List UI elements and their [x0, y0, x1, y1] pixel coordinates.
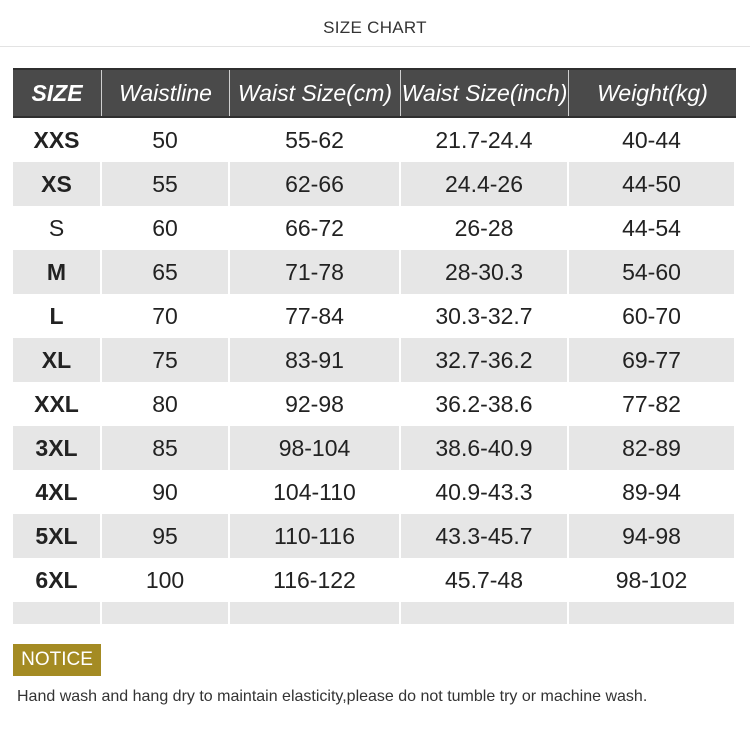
- weight-cell: 98-102: [569, 558, 736, 602]
- size-cell: 3XL: [13, 426, 102, 470]
- size-cell: 4XL: [13, 470, 102, 514]
- waist-cm-cell: 116-122: [230, 558, 401, 602]
- table-row: [13, 426, 736, 470]
- weight-cell: 60-70: [569, 294, 736, 338]
- notice-badge: NOTICE: [13, 644, 101, 676]
- waist-inch-cell: 28-30.3: [401, 250, 569, 294]
- filler-cell: [569, 602, 736, 624]
- table-row: [13, 514, 736, 558]
- header-waist-cm: Waist Size(cm): [230, 70, 401, 116]
- table-row: [13, 558, 736, 602]
- filler-cell: [230, 602, 401, 624]
- waistline-cell: 100: [102, 558, 230, 602]
- waist-inch-cell: 38.6-40.9: [401, 426, 569, 470]
- table-filler-row: [13, 602, 736, 624]
- size-cell: XL: [13, 338, 102, 382]
- waistline-cell: 55: [102, 162, 230, 206]
- size-cell: L: [13, 294, 102, 338]
- waist-cm-cell: 77-84: [230, 294, 401, 338]
- waist-inch-cell: 40.9-43.3: [401, 470, 569, 514]
- waistline-cell: 80: [102, 382, 230, 426]
- weight-cell: 89-94: [569, 470, 736, 514]
- weight-cell: 44-50: [569, 162, 736, 206]
- waist-inch-cell: 45.7-48: [401, 558, 569, 602]
- waistline-cell: 60: [102, 206, 230, 250]
- notice-text: Hand wash and hang dry to maintain elasticity,please do not tumble try or machine wash.: [17, 688, 648, 705]
- waistline-cell: 65: [102, 250, 230, 294]
- size-cell: XXS: [13, 118, 102, 162]
- waist-cm-cell: 66-72: [230, 206, 401, 250]
- waist-cm-cell: 104-110: [230, 470, 401, 514]
- table-row: [13, 118, 736, 162]
- waist-inch-cell: 32.7-36.2: [401, 338, 569, 382]
- weight-cell: 77-82: [569, 382, 736, 426]
- weight-cell: 69-77: [569, 338, 736, 382]
- waist-cm-cell: 110-116: [230, 514, 401, 558]
- weight-cell: 82-89: [569, 426, 736, 470]
- table-header-row: [13, 68, 736, 118]
- header-weight: Weight(kg): [597, 79, 708, 106]
- weight-cell: 54-60: [569, 250, 736, 294]
- waist-inch-cell: 21.7-24.4: [401, 118, 569, 162]
- table-row: [13, 162, 736, 206]
- filler-cell: [13, 602, 102, 624]
- table-row: [13, 206, 736, 250]
- filler-cell: [102, 602, 230, 624]
- waist-inch-cell: 30.3-32.7: [401, 294, 569, 338]
- waist-inch-cell: 24.4-26: [401, 162, 569, 206]
- waistline-cell: 70: [102, 294, 230, 338]
- table-row: [13, 382, 736, 426]
- size-cell: XXL: [13, 382, 102, 426]
- weight-cell: 94-98: [569, 514, 736, 558]
- waistline-cell: 90: [102, 470, 230, 514]
- waist-cm-cell: 92-98: [230, 382, 401, 426]
- waist-inch-cell: 36.2-38.6: [401, 382, 569, 426]
- size-cell: M: [13, 250, 102, 294]
- size-cell: XS: [13, 162, 102, 206]
- waist-cm-cell: 83-91: [230, 338, 401, 382]
- size-cell: 5XL: [13, 514, 102, 558]
- waistline-cell: 95: [102, 514, 230, 558]
- size-cell: 6XL: [13, 558, 102, 602]
- waistline-cell: 75: [102, 338, 230, 382]
- table-row: [13, 470, 736, 514]
- size-cell: S: [13, 206, 102, 250]
- header-size: SIZE: [13, 70, 102, 116]
- header-waistline: Waistline: [102, 70, 230, 116]
- size-chart-table: [13, 68, 736, 624]
- table-row: [13, 250, 736, 294]
- weight-cell: 40-44: [569, 118, 736, 162]
- table-row: [13, 294, 736, 338]
- header-waist-inch: Waist Size(inch): [401, 70, 569, 116]
- filler-cell: [401, 602, 569, 624]
- waist-inch-cell: 26-28: [401, 206, 569, 250]
- waistline-cell: 85: [102, 426, 230, 470]
- table-row: [13, 338, 736, 382]
- weight-cell: 44-54: [569, 206, 736, 250]
- waistline-cell: 50: [102, 118, 230, 162]
- waist-cm-cell: 71-78: [230, 250, 401, 294]
- waist-cm-cell: 62-66: [230, 162, 401, 206]
- waist-cm-cell: 55-62: [230, 118, 401, 162]
- waist-cm-cell: 98-104: [230, 426, 401, 470]
- waist-inch-cell: 43.3-45.7: [401, 514, 569, 558]
- title-divider: [0, 46, 750, 47]
- page-title: SIZE CHART: [323, 18, 427, 37]
